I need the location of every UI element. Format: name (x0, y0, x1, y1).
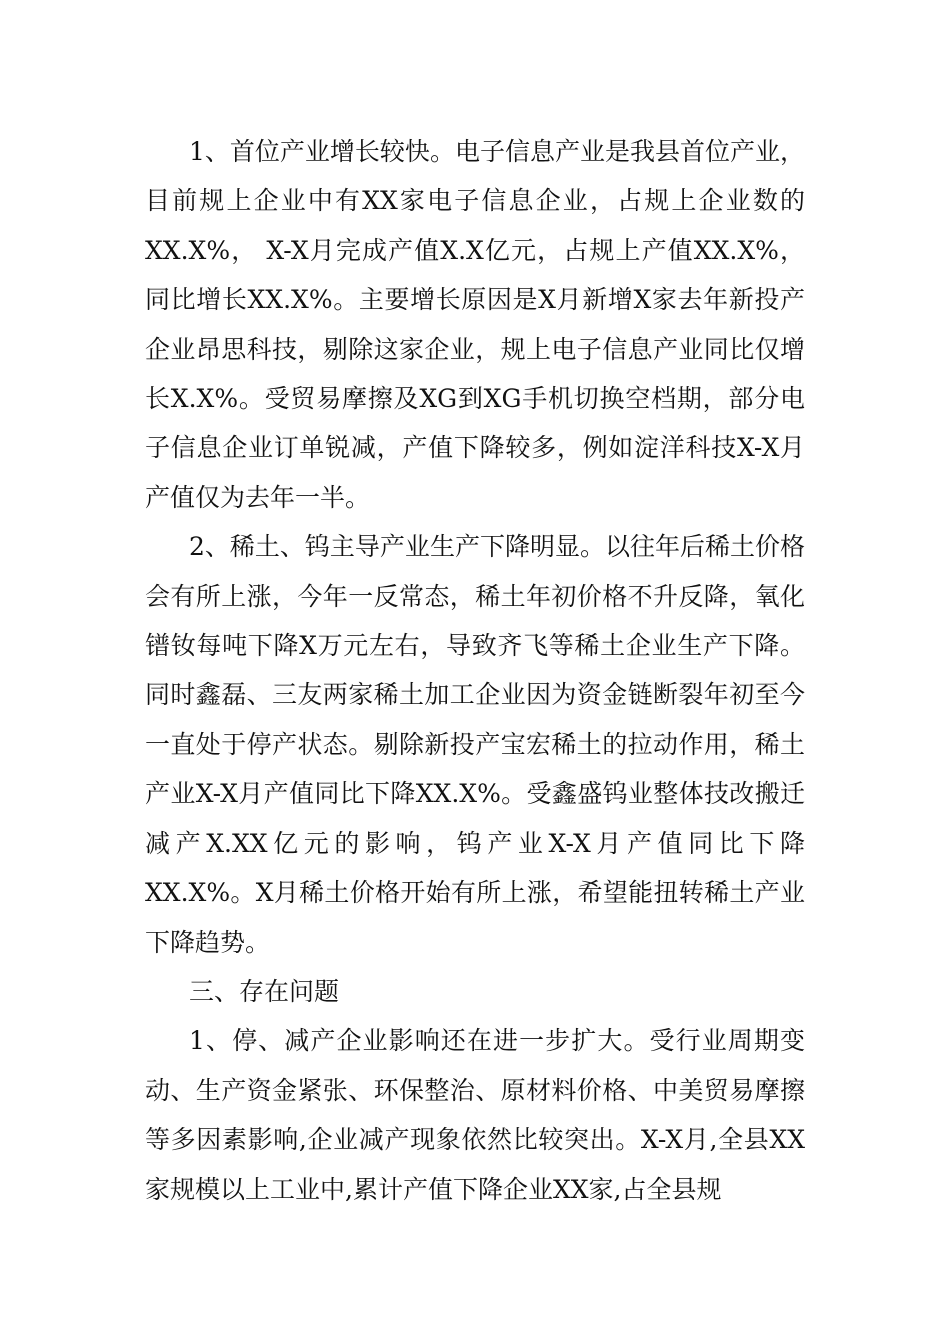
paragraph-rare-earth-tungsten: 2、稀土、钨主导产业生产下降明显。以往年后稀土价格会有所上涨，今年一反常态，稀土年初价格不升反降，氧化镨钕每吨下降X万元左右，导致齐飞等稀土企业生产下降。同时鑫磊、三友两家稀土加工企业因为资金链断裂年初至今一直处于停产状态。剔除新投产宝宏稀土的拉动作用，稀土产业X-X月产值同比下降XX.X%。受鑫盛钨业整体技改搬迁减产X.XX亿元的影响，钨产业X-X月产值同比下降XX.X%。X月稀土价格开始有所上涨，希望能扭转稀土产业下降趋势。 (145, 532, 805, 957)
section-heading-existing-problems: 三、存在问题 (189, 976, 340, 1006)
paragraph-electronics-industry: 1、首位产业增长较快。电子信息产业是我县首位产业，目前规上企业中有XX家电子信息企业，占规上企业数的XX.X%， X-X月完成产值X.X亿元，占规上产值XX.X%，同比增长XX.X%。主要增长原因是X月新增X家去年新投产企业昂思科技，剔除这家企业，规上电子信息产业同比仅增长X.X%。受贸易摩擦及XG到XG手机切换空档期，部分电子信息企业订单锐减，产值下降较多，例如淀洋科技X-X月产值仅为去年一半。 (145, 137, 805, 512)
document-body (145, 127, 805, 1214)
paragraph-production-cuts: 1、停、减产企业影响还在进一步扩大。受行业周期变动、生产资金紧张、环保整治、原材料价格、中美贸易摩擦等多因素影响,企业减产现象依然比较突出。X-X月,全县XX家规模以上工业中,累计产值下降企业XX家,占全县规 (145, 1026, 805, 1204)
